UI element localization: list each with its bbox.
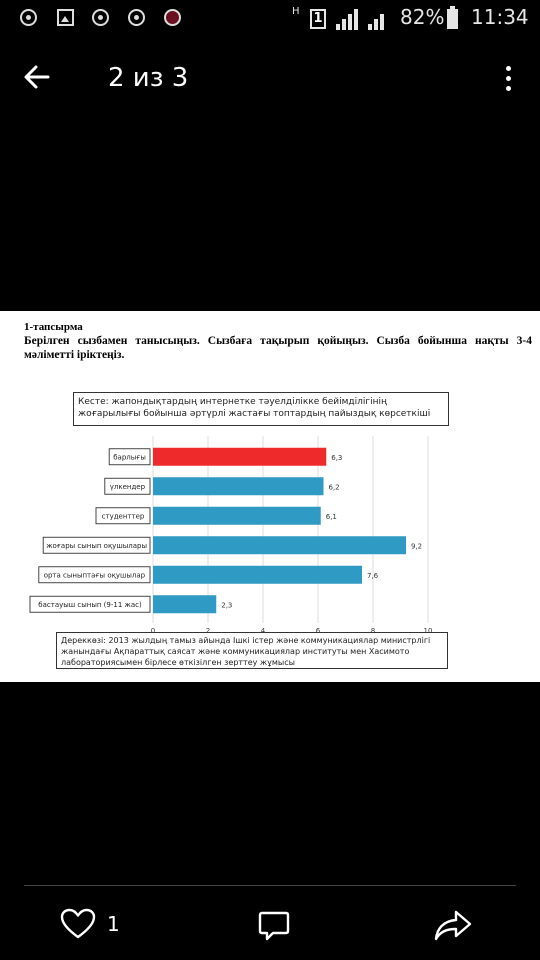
bar xyxy=(153,536,406,554)
category-label: бастауыш сынып (9-11 жас) xyxy=(38,600,142,609)
network-type: H xyxy=(292,6,300,17)
comment-button[interactable] xyxy=(258,910,290,944)
share-icon xyxy=(434,910,472,942)
bar xyxy=(153,448,326,466)
x-tick-label: 0 xyxy=(150,627,156,632)
more-options-button[interactable] xyxy=(497,62,519,96)
category-label: орта сыныптағы оқушылар xyxy=(43,571,146,580)
data-label: 6,2 xyxy=(328,483,340,492)
bar xyxy=(153,595,216,613)
like-button[interactable] xyxy=(60,908,96,940)
category-label: жоғары сынып оқушылары xyxy=(46,541,148,550)
sim-slot: 1 xyxy=(310,9,326,29)
bar xyxy=(153,507,321,525)
bar xyxy=(153,477,324,495)
divider xyxy=(24,885,516,886)
chrome-icon xyxy=(20,9,37,26)
comment-icon xyxy=(258,910,290,944)
document-image xyxy=(0,311,540,682)
chrome-icon xyxy=(128,9,145,26)
heart-outline-icon xyxy=(60,908,96,940)
status-bar xyxy=(0,0,540,38)
x-tick-label: 8 xyxy=(370,627,376,632)
battery-icon xyxy=(447,9,458,29)
app-notification-icon xyxy=(164,9,181,26)
bar-chart xyxy=(20,387,470,677)
app-bar xyxy=(0,46,540,112)
x-tick-label: 2 xyxy=(205,627,211,632)
x-tick-label: 4 xyxy=(260,627,266,632)
chart-plot xyxy=(20,387,470,632)
like-count: 1 xyxy=(107,912,120,936)
task-title: 1-тапсырма xyxy=(24,321,83,333)
category-label: барлығы xyxy=(113,453,146,462)
page-counter: 2 из 3 xyxy=(108,63,189,93)
data-label: 6,3 xyxy=(331,453,343,462)
chart-title: Кесте: жапондықтардың интернетке тәуелділікке бейімділігінің жоғарылығы бойынша әртүрлі жастағы топтардың пайыздық көрсеткіші xyxy=(73,392,449,426)
data-label: 9,2 xyxy=(411,542,423,551)
category-label: студенттер xyxy=(101,512,145,521)
battery-percent: 82% xyxy=(400,5,445,29)
clock: 11:34 xyxy=(471,5,529,29)
chrome-icon xyxy=(92,9,109,26)
arrow-left-icon xyxy=(22,62,52,92)
signal-icon xyxy=(368,8,392,30)
signal-icon xyxy=(336,8,360,30)
data-label: 6,1 xyxy=(325,512,337,521)
share-button[interactable] xyxy=(434,910,472,942)
x-tick-label: 6 xyxy=(315,627,321,632)
task-text: Берілген сызбамен танысыңыз. Сызбаға тақырып қойыңыз. Сызба бойынша нақты 3-4 мәліметті іріктеңіз. xyxy=(24,335,532,361)
x-tick-label: 10 xyxy=(423,627,433,632)
bar xyxy=(153,566,362,584)
data-label: 2,3 xyxy=(221,601,233,610)
data-label: 7,6 xyxy=(367,571,379,580)
back-button[interactable] xyxy=(22,62,52,92)
category-label: үлкендер xyxy=(109,482,146,491)
chart-source: Дереккөзі: 2013 жылдың тамыз айында Ішкі істер және коммуникациялар министрлігі жанындағы Ақпараттық саясат және коммуникациялар институты мен Хасимото лабораториясымен бірлесе өткізілген зерттеу жұмысы xyxy=(56,632,448,669)
gallery-icon xyxy=(57,9,74,26)
